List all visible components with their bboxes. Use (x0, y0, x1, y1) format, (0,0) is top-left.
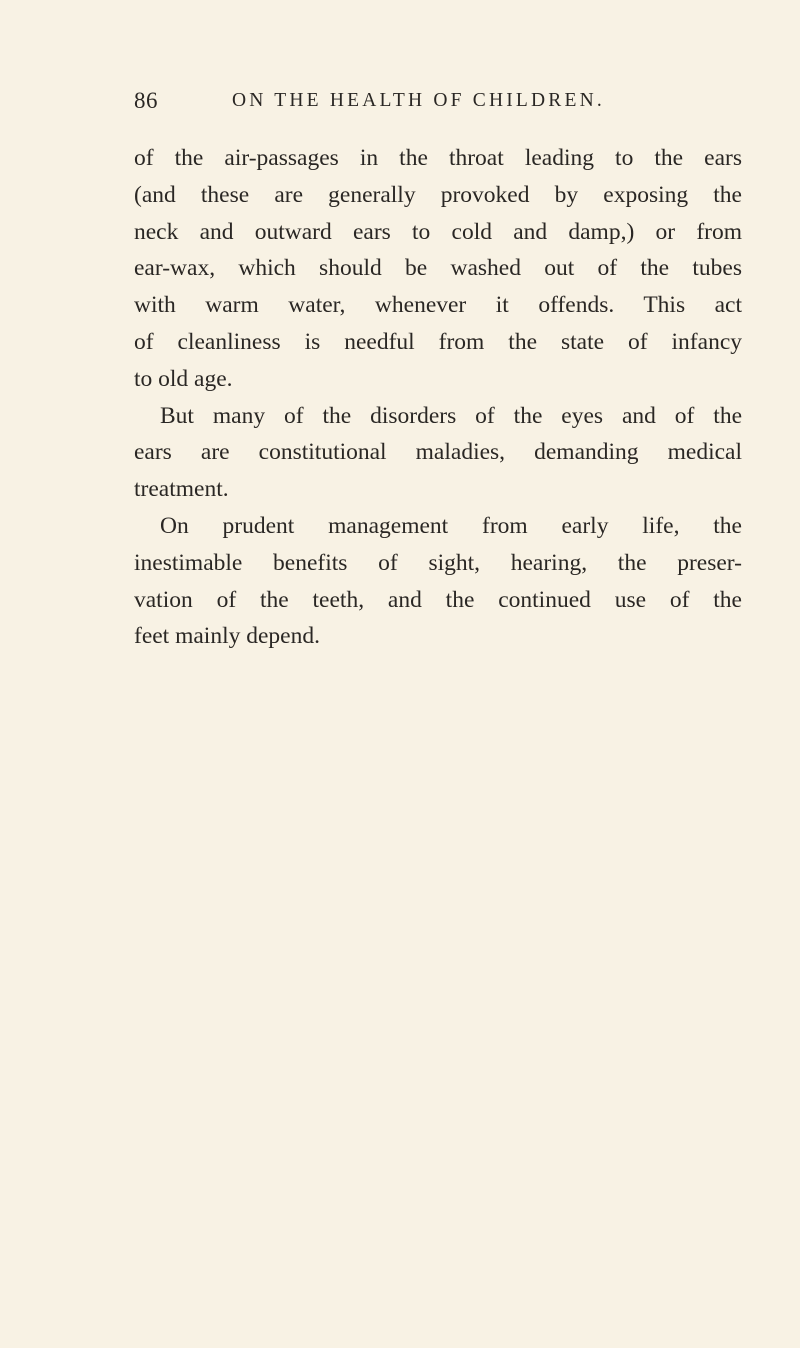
text-line: On prudent management from early life, the (160, 512, 742, 539)
page-number: 86 (134, 88, 158, 113)
text-line: treatment. (134, 476, 229, 503)
text-line: vation of the teeth, and the continued use of the (134, 586, 742, 613)
text-line: inestimable benefits of sight, hearing, the preser- (134, 549, 742, 576)
text-line: neck and outward ears to cold and damp,) or from (134, 218, 742, 245)
running-header (134, 88, 740, 118)
text-line: (and these are generally provoked by exposing the (134, 181, 742, 208)
text-line: feet mainly depend. (134, 623, 320, 650)
text-line: of the air-passages in the throat leading to the ears (134, 145, 742, 171)
body-text (134, 140, 742, 655)
text-line: with warm water, whenever it offends. This act (134, 292, 742, 319)
running-title: ON THE HEALTH OF CHILDREN. (232, 90, 605, 111)
text-line: ears are constitutional maladies, demanding medical (134, 439, 742, 466)
text-line: ear-wax, which should be washed out of the tubes (134, 255, 742, 282)
text-line: to old age. (134, 365, 233, 392)
text-line: of cleanliness is needful from the state of infancy (134, 328, 742, 355)
text-line: But many of the disorders of the eyes and of the (160, 402, 742, 429)
